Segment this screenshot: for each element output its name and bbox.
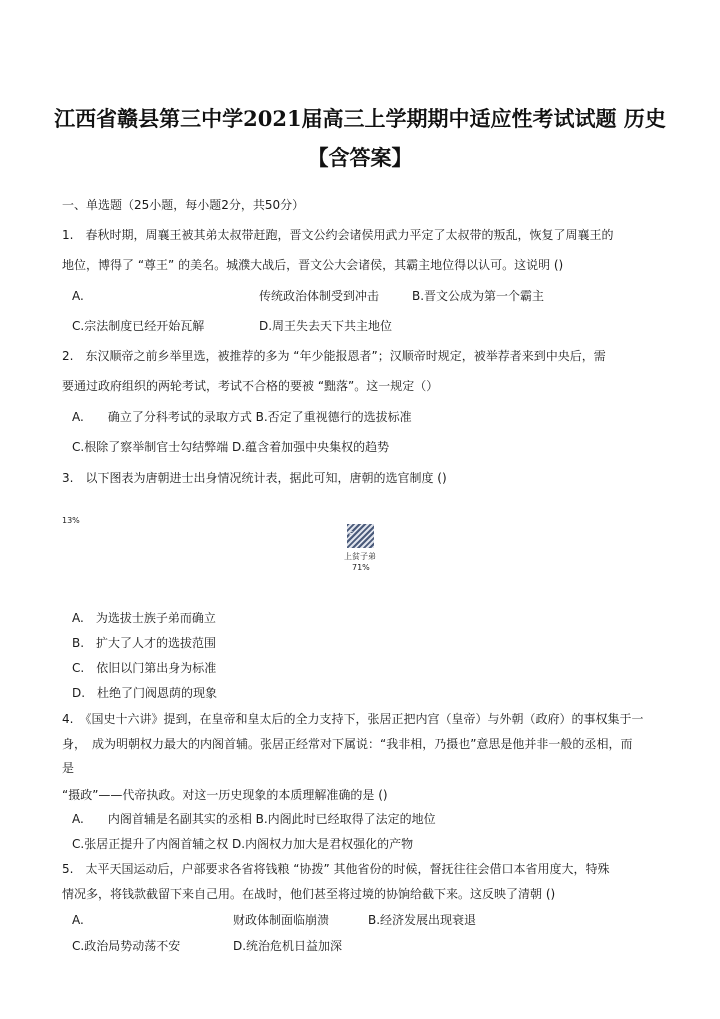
question-2-stem-line-2: 要通过政府组织的两轮考试，考试不合格的要被 “黜落”。这一规定（） [62, 379, 439, 393]
question-3-option-c: C. 依旧以门第出身为标准 [72, 661, 217, 675]
chart-percent-label: 71% [352, 563, 370, 572]
question-5-option-a-label: A. [72, 913, 84, 927]
pie-chart-slice [347, 524, 374, 548]
question-2-options-cd: C.根除了察举制官士勾结弊端 D.蕴含着加强中央集权的趋势 [72, 440, 390, 454]
question-5-option-a-text: 财政体制面临崩溃 [233, 913, 330, 927]
question-3-option-b: B. 扩大了人才的选拔范围 [72, 636, 217, 650]
question-2-options-ab: A. 确立了分科考试的录取方式 B.否定了重视德行的选拔标准 [72, 410, 412, 424]
question-1-option-d: D.周王失去天下共主地位 [259, 319, 393, 333]
chart-legend-label: 上贫子弟 [344, 552, 376, 561]
question-5-option-d: D.统治危机日益加深 [233, 939, 343, 953]
question-3-stem: 3. 以下图表为唐朝进士出身情况统计表，据此可知，唐朝的选官制度 () [62, 471, 447, 485]
question-4-options-cd: C.张居正提升了内阁首辅之权 D.内阁权力加大是君权强化的产物 [72, 837, 414, 851]
question-1-option-a-label: A. [72, 289, 84, 303]
question-5-stem-line-2: 情况多，将钱款截留下来自己用。在战时，他们甚至将过境的协饷给截下来。这反映了清朝 () [62, 887, 556, 901]
question-5-option-b: B.经济发展出现衰退 [368, 913, 477, 927]
question-1-stem-line-1: 1. 春秋时期，周襄王被其弟太叔带赶跑，晋文公约会诸侯用武力平定了太叔带的叛乱，恢复了周襄王的 [62, 228, 614, 242]
question-3-option-d: D. 杜绝了门阀恩荫的现象 [72, 686, 218, 700]
pie-slice-mark: F [349, 530, 354, 538]
section-heading: 一、单选题（25小题，每小题2分，共50分） [62, 198, 305, 212]
page-subtitle: 【含答案】 [307, 145, 413, 170]
question-5-stem-line-1: 5. 太平天国运动后，户部要求各省将钱粮 “协拨” 其他省份的时候，督抚往往会借口本省用度大，特殊 [62, 862, 610, 876]
question-2-stem-line-1: 2. 东汉顺帝之前乡举里选，被推荐的多为 “年少能报恩者”；汉顺帝时规定，被举荐者来到中央后，需 [62, 349, 606, 363]
question-1-option-c: C.宗法制度已经开始瓦解 [72, 319, 205, 333]
question-4-stem-line-3: 是 [62, 761, 75, 775]
question-4-stem-line-2: 身， 成为明朝权力最大的内阁首辅。张居正经常对下属说：“我非相，乃摄也”意思是他并非一般的丞相，而 [62, 737, 633, 751]
question-1-option-b: B.晋文公成为第一个霸主 [412, 289, 545, 303]
question-1-option-a-text: 传统政治体制受到冲击 [259, 289, 380, 303]
question-4-stem-line-4: “摄政”——代帝执政。对这一历史现象的本质理解准确的是 () [62, 788, 388, 802]
chart-percent-left: 13% [62, 516, 80, 525]
question-4-stem-line-1: 4. 《国史十六讲》提到，在皇帝和皇太后的全力支持下，张居正把内宫（皇帝）与外朝（政府）的事权集于一 [62, 712, 644, 726]
question-1-stem-line-2: 地位，博得了 “尊王” 的美名。城濮大战后，晋文公大会诸侯，其霸主地位得以认可。这说明 () [62, 258, 564, 272]
page-title: 江西省赣县第三中学2021届高三上学期期中适应性考试试题 历史 [54, 106, 666, 131]
question-5-option-c: C.政治局势动荡不安 [72, 939, 181, 953]
question-3-option-a: A. 为选拔士族子弟而确立 [72, 611, 216, 625]
question-4-options-ab: A. 内阁首辅是名副其实的丞相 B.内阁此时已经取得了法定的地位 [72, 812, 436, 826]
